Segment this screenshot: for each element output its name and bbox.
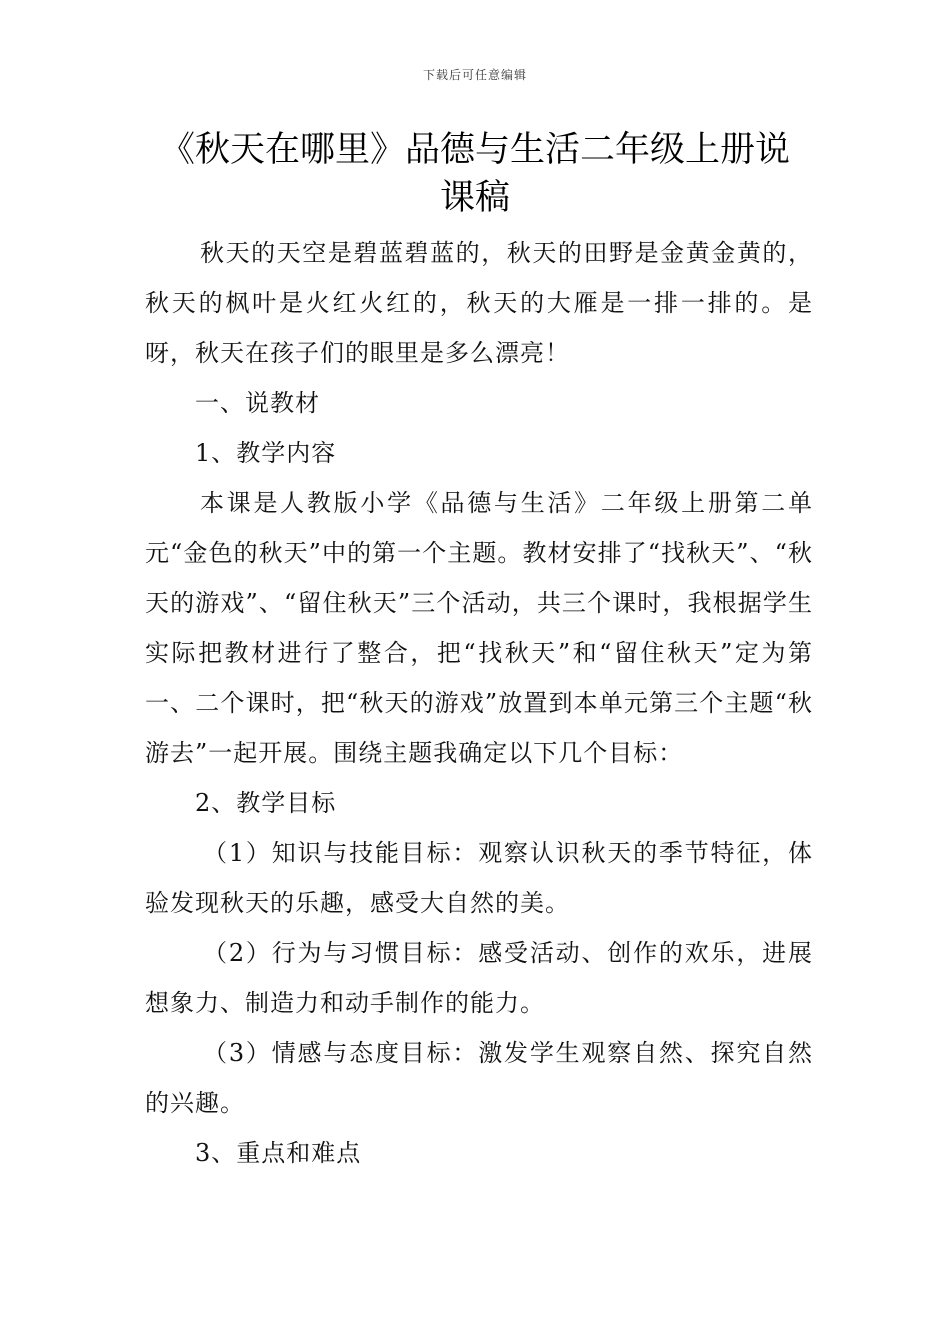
intro-paragraph: 秋天的天空是碧蓝碧蓝的，秋天的田野是金黄金黄的，秋天的枫叶是火红火红的，秋天的大雁是一排一排的。是呀，秋天在孩子们的眼里是多么漂亮！ xyxy=(145,239,813,367)
goal-paragraph-3: （3）情感与态度目标：激发学生观察自然、探究自然的兴趣。 xyxy=(145,1039,813,1117)
section-heading-teaching-material: 一、说教材 xyxy=(195,389,320,417)
title-line-1: 《秋天在哪里》品德与生活二年级上册说 xyxy=(159,130,790,170)
goal-paragraph-2: （2）行为与习惯目标：感受活动、创作的欢乐，进展想象力、制造力和动手制作的能力。 xyxy=(145,939,813,1017)
document-title xyxy=(0,126,950,222)
teaching-content-paragraph: 本课是人教版小学《品德与生活》二年级上册第二单元“金色的秋天”中的第一个主题。教材安排了“找秋天”、“秋天的游戏”、“留住秋天”三个活动，共三个课时，我根据学生实际把教材进行了整合，把“找秋天”和“留住秋天”定为第一、二个课时，把“秋天的游戏”放置到本单元第三个主题“秋游去”一起开展。围绕主题我确定以下几个目标： xyxy=(145,489,813,767)
header-note: 下载后可任意编辑 xyxy=(422,68,527,82)
subsection-heading-key-points: 3、重点和难点 xyxy=(195,1139,362,1167)
document-body xyxy=(145,228,813,1178)
title-line-2: 课稿 xyxy=(439,178,510,218)
goal-paragraph-1: （1）知识与技能目标：观察认识秋天的季节特征，体验发现秋天的乐趣，感受大自然的美。 xyxy=(145,839,813,917)
subsection-heading-teaching-content: 1、教学内容 xyxy=(195,439,337,467)
subsection-heading-teaching-goals: 2、教学目标 xyxy=(195,789,337,817)
